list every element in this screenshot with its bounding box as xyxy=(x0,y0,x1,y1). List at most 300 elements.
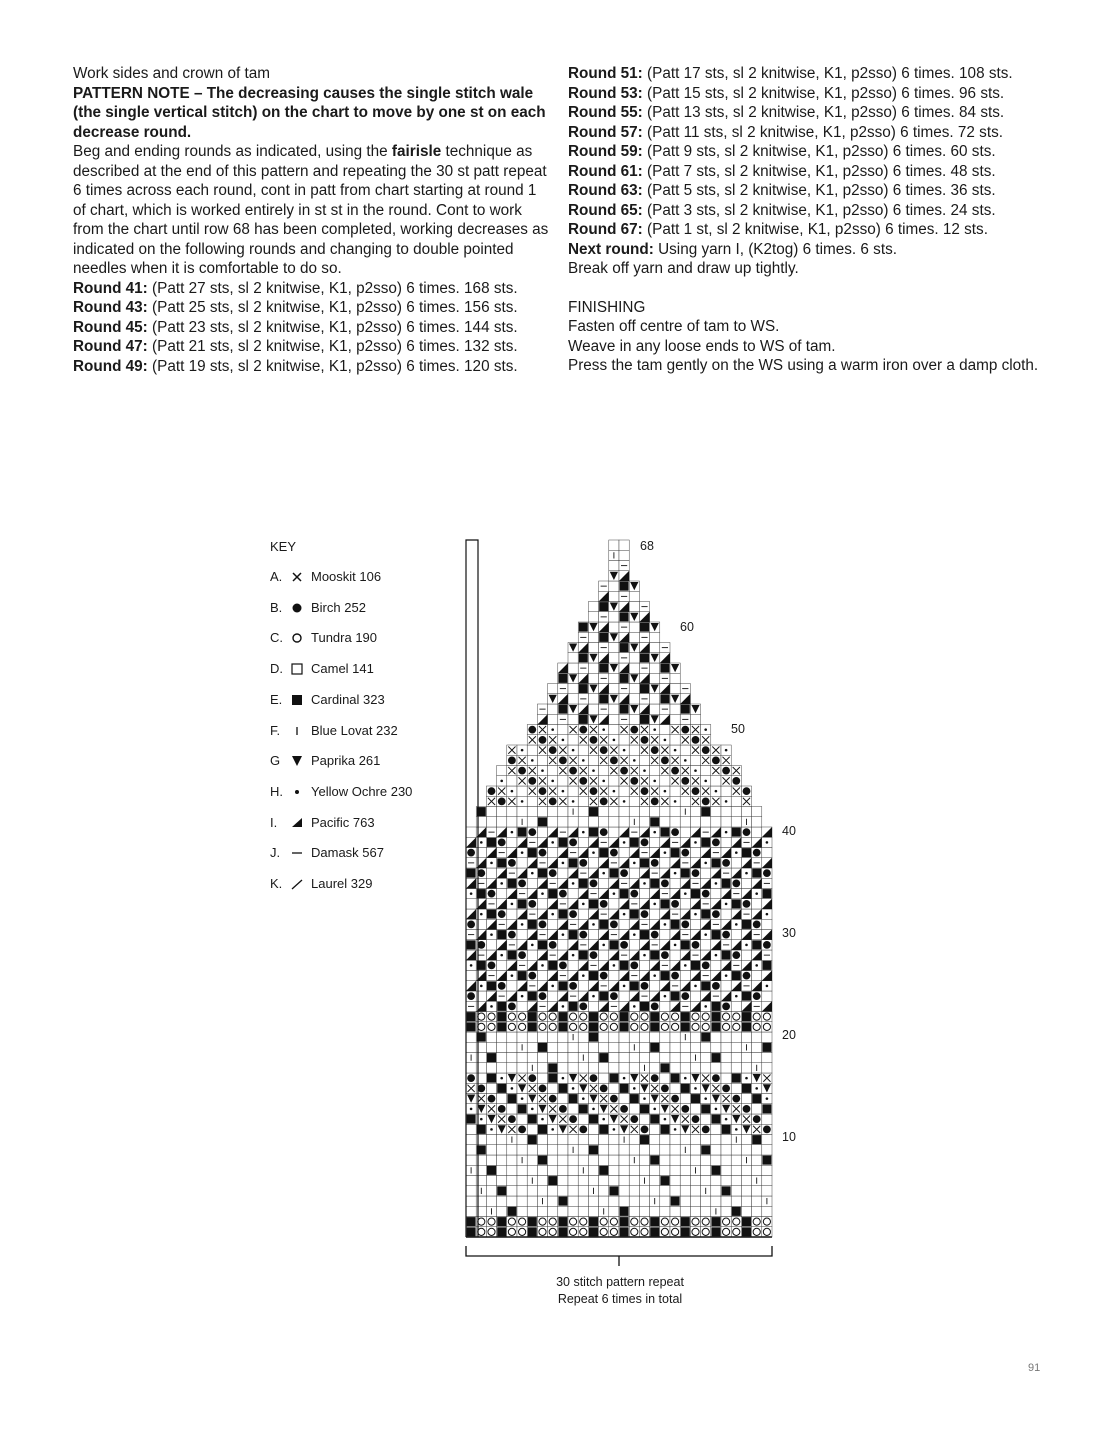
chart-cell xyxy=(588,612,598,622)
chart-stitch-dot xyxy=(766,985,769,988)
chart-stitch-filled-circle xyxy=(590,879,598,887)
chart-stitch-filled-square xyxy=(660,828,669,837)
chart-stitch-filled-square xyxy=(752,940,761,949)
chart-stitch-filled-circle xyxy=(692,941,700,949)
chart-stitch-dot xyxy=(704,1097,707,1100)
chart-stitch-filled-square xyxy=(579,879,588,888)
chart-cell xyxy=(701,868,711,878)
chart-cell xyxy=(762,1206,772,1216)
chart-cell xyxy=(670,1186,680,1196)
chart-stitch-dot xyxy=(500,1077,503,1080)
chart-cell xyxy=(680,1042,690,1052)
chart-stitch-filled-circle xyxy=(498,1105,506,1113)
chart-stitch-dot xyxy=(715,954,718,957)
chart-cell xyxy=(527,796,537,806)
row-number-68: 68 xyxy=(640,539,654,553)
chart-cell xyxy=(762,1176,772,1186)
chart-stitch-filled-circle xyxy=(498,982,506,990)
chart-stitch-filled-square xyxy=(599,602,608,611)
chart-stitch-filled-square xyxy=(711,930,720,939)
chart-cell xyxy=(599,807,609,817)
chart-stitch-filled-square xyxy=(752,1094,761,1103)
key-yarn-name: Birch 252 xyxy=(311,599,366,615)
chart-stitch-filled-circle xyxy=(702,797,710,805)
chart-stitch-filled-square xyxy=(507,1094,516,1103)
chart-cell xyxy=(701,1206,711,1216)
chart-stitch-dot xyxy=(725,831,728,834)
chart-stitch-dot xyxy=(470,964,473,967)
chart-cell xyxy=(527,1042,537,1052)
chart-cell xyxy=(609,581,619,591)
chart-stitch-dot xyxy=(643,954,646,957)
chart-stitch-filled-square xyxy=(660,1063,669,1072)
chart-cell xyxy=(741,1165,751,1175)
key-yarn-name: Pacific 763 xyxy=(311,814,375,830)
chart-stitch-dot xyxy=(541,964,544,967)
chart-stitch-filled-circle xyxy=(569,910,577,918)
chart-stitch-filled-circle xyxy=(763,941,771,949)
chart-stitch-filled-square xyxy=(497,1002,506,1011)
chart-cell xyxy=(599,1145,609,1155)
chart-stitch-filled-circle xyxy=(702,1125,710,1133)
chart-cell xyxy=(680,1196,690,1206)
chart-cell xyxy=(701,1053,711,1063)
chart-stitch-filled-circle xyxy=(559,1105,567,1113)
chart-cell xyxy=(731,858,741,868)
chart-cell xyxy=(466,1206,476,1216)
pattern-note: PATTERN NOTE – The decreasing causes the single stitch wale (the single vertical stitch) on the chart to move by one st on each decrease round. xyxy=(73,84,546,141)
chart-cell xyxy=(609,591,619,601)
chart-cell xyxy=(670,684,680,694)
chart-cell xyxy=(690,1135,700,1145)
chart-stitch-filled-circle xyxy=(651,859,659,867)
chart-cell xyxy=(517,930,527,940)
chart-stitch-filled-circle xyxy=(508,859,516,867)
key-letter: B. xyxy=(270,599,283,615)
chart-cell xyxy=(629,684,639,694)
chart-stitch-filled-circle xyxy=(610,992,618,1000)
chart-cell xyxy=(650,704,660,714)
chart-stitch-dot xyxy=(551,841,554,844)
round-label: Round 65: xyxy=(568,201,643,219)
chart-cell xyxy=(548,1053,558,1063)
chart-stitch-filled-square xyxy=(589,828,598,837)
chart-stitch-dot xyxy=(735,1128,738,1131)
chart-cell xyxy=(548,1155,558,1165)
chart-cell xyxy=(660,1053,670,1063)
chart-cell xyxy=(537,1135,547,1145)
chart-cell xyxy=(558,1032,568,1042)
chart-stitch-filled-square xyxy=(497,1084,506,1093)
chart-stitch-dot xyxy=(592,923,595,926)
chart-stitch-filled-square xyxy=(589,807,598,816)
chart-cell xyxy=(466,1155,476,1165)
chart-stitch-dot xyxy=(704,780,707,783)
chart-cell xyxy=(650,1145,660,1155)
chart-stitch-dot xyxy=(551,1128,554,1131)
chart-cell xyxy=(568,1104,578,1114)
chart-cell xyxy=(507,1145,517,1155)
chart-stitch-filled-circle xyxy=(610,1095,618,1103)
chart-cell xyxy=(558,1186,568,1196)
round-text: (Patt 1 st, sl 2 knitwise, K1, p2sso) 6 times. 12 sts. xyxy=(642,221,988,238)
chart-cell xyxy=(507,981,517,991)
chart-cell xyxy=(650,1053,660,1063)
section-heading: Work sides and crown of tam xyxy=(73,65,270,82)
chart-stitch-filled-square xyxy=(569,930,578,939)
chart-cell xyxy=(568,653,578,663)
chart-stitch-filled-circle xyxy=(661,951,669,959)
chart-stitch-dot xyxy=(623,800,626,803)
chart-cell xyxy=(741,1186,751,1196)
chart-stitch-filled-square xyxy=(620,1227,629,1236)
chart-cell xyxy=(609,1145,619,1155)
chart-stitch-dot xyxy=(531,759,534,762)
chart-cell xyxy=(609,1196,619,1206)
chart-cell xyxy=(609,817,619,827)
chart-cell xyxy=(548,1145,558,1155)
chart-cell xyxy=(588,755,598,765)
chart-cell xyxy=(568,1135,578,1145)
round-label: Round 49: xyxy=(73,357,148,375)
round-label: Round 41: xyxy=(73,279,148,297)
chart-stitch-filled-square xyxy=(752,1135,761,1144)
chart-cell xyxy=(690,1104,700,1114)
chart-cell xyxy=(721,786,731,796)
chart-stitch-filled-circle xyxy=(579,726,587,734)
chart-cell xyxy=(629,591,639,601)
chart-cell xyxy=(568,1155,578,1165)
chart-cell xyxy=(548,1206,558,1216)
chart-stitch-dot xyxy=(602,728,605,731)
chart-cell xyxy=(690,1063,700,1073)
chart-cell xyxy=(527,1053,537,1063)
chart-cell xyxy=(497,1145,507,1155)
chart-stitch-filled-square xyxy=(558,1022,567,1031)
chart-stitch-filled-square xyxy=(558,1217,567,1226)
chart-stitch-filled-square xyxy=(701,981,710,990)
chart-cell xyxy=(568,1196,578,1206)
chart-stitch-filled-circle xyxy=(641,787,649,795)
chart-cell xyxy=(711,1124,721,1134)
chart-cell xyxy=(568,1206,578,1216)
chart-cell xyxy=(639,1155,649,1165)
chart-stitch-filled-square xyxy=(701,1145,710,1154)
chart-stitch-dot xyxy=(755,964,758,967)
chart-cell xyxy=(568,1053,578,1063)
chart-stitch-filled-square xyxy=(620,612,629,621)
chart-stitch-filled-square xyxy=(650,1227,659,1236)
chart-cell xyxy=(527,807,537,817)
chart-stitch-filled-circle xyxy=(763,1125,771,1133)
chart-stitch-filled-square xyxy=(711,1012,720,1021)
chart-stitch-dot xyxy=(704,1005,707,1008)
chart-stitch-filled-circle xyxy=(712,838,720,846)
chart-cell xyxy=(639,1186,649,1196)
chart-cell xyxy=(527,1124,537,1134)
chart-cell xyxy=(619,1165,629,1175)
round-label: Round 59: xyxy=(568,143,643,160)
chart-stitch-filled-circle xyxy=(722,767,730,775)
chart-cell xyxy=(701,1114,711,1124)
chart-stitch-dot xyxy=(653,831,656,834)
chart-stitch-dot xyxy=(602,780,605,783)
chart-cell xyxy=(527,745,537,755)
chart-stitch-dot xyxy=(592,851,595,854)
chart-stitch-dot xyxy=(715,1108,718,1111)
chart-cell xyxy=(639,1032,649,1042)
chart-cell xyxy=(527,1145,537,1155)
chart-stitch-filled-square xyxy=(620,674,629,683)
chart-cell xyxy=(701,1042,711,1052)
chart-cell xyxy=(639,1042,649,1052)
chart-stitch-filled-circle xyxy=(559,890,567,898)
chart-stitch-filled-circle xyxy=(508,1115,516,1123)
chart-stitch-filled-circle xyxy=(579,931,587,939)
chart-cell xyxy=(650,1176,660,1186)
chart-cell xyxy=(690,848,700,858)
chart-cell xyxy=(558,1094,568,1104)
chart-stitch-dot xyxy=(572,749,575,752)
chart-cell xyxy=(537,807,547,817)
chart-cell xyxy=(517,1001,527,1011)
chart-stitch-filled-circle xyxy=(488,787,496,795)
chart-cell xyxy=(752,1042,762,1052)
chart-cell xyxy=(701,766,711,776)
chart-cell xyxy=(629,1032,639,1042)
chart-cell xyxy=(619,817,629,827)
chart-stitch-filled-square xyxy=(650,1043,659,1052)
chart-cell xyxy=(588,602,598,612)
chart-cell xyxy=(690,817,700,827)
chart-stitch-dot xyxy=(572,1087,575,1090)
chart-stitch-filled-square xyxy=(660,971,669,980)
chart-cell xyxy=(690,1186,700,1196)
chart-stitch-filled-circle xyxy=(498,797,506,805)
chart-cell xyxy=(558,725,568,735)
chart-stitch-filled-square xyxy=(630,910,639,919)
chart-cell xyxy=(609,827,619,837)
chart-cell xyxy=(629,1206,639,1216)
chart-cell xyxy=(690,755,700,765)
chart-stitch-filled-square xyxy=(620,1022,629,1031)
chart-cell xyxy=(701,1063,711,1073)
chart-cell xyxy=(680,745,690,755)
chart-cell xyxy=(548,991,558,1001)
chart-cell xyxy=(762,848,772,858)
chart-stitch-dot xyxy=(531,872,534,875)
chart-cell xyxy=(711,807,721,817)
chart-stitch-filled-circle xyxy=(528,726,536,734)
chart-stitch-filled-square xyxy=(762,889,771,898)
chart-cell xyxy=(629,1053,639,1063)
chart-stitch-dot xyxy=(562,1077,565,1080)
chart-cell xyxy=(588,1053,598,1063)
chart-cell xyxy=(588,1135,598,1145)
chart-cell xyxy=(731,817,741,827)
chart-stitch-filled-square xyxy=(609,869,618,878)
chart-stitch-filled-square xyxy=(579,715,588,724)
chart-stitch-filled-circle xyxy=(671,767,679,775)
chart-cell xyxy=(629,1135,639,1145)
chart-cell xyxy=(609,1063,619,1073)
chart-cell xyxy=(599,1135,609,1145)
round-text: (Patt 15 sts, sl 2 knitwise, K1, p2sso) 6 times. 96 sts. xyxy=(642,84,1005,102)
chart-stitch-filled-square xyxy=(589,1227,598,1236)
chart-cell xyxy=(690,714,700,724)
chart-stitch-dot xyxy=(694,913,697,916)
chart-cell xyxy=(670,673,680,683)
chart-cell xyxy=(507,1104,517,1114)
chart-stitch-filled-square xyxy=(528,992,537,1001)
chart-stitch-filled-square xyxy=(691,961,700,970)
chart-cell xyxy=(517,1053,527,1063)
key-letter: J. xyxy=(270,845,281,861)
chart-cell xyxy=(752,1196,762,1206)
chart-cell xyxy=(650,1186,660,1196)
chart-cell xyxy=(537,1063,547,1073)
chart-stitch-dot xyxy=(653,780,656,783)
chart-cell xyxy=(660,1186,670,1196)
chart-cell xyxy=(670,1165,680,1175)
chart-cell xyxy=(609,1176,619,1186)
chart-cell xyxy=(629,1063,639,1073)
chart-cell xyxy=(588,632,598,642)
chart-stitch-dot xyxy=(562,790,565,793)
chart-cell xyxy=(497,1094,507,1104)
chart-cell xyxy=(660,1135,670,1145)
chart-cell xyxy=(609,673,619,683)
chart-stitch-filled-square xyxy=(681,940,690,949)
chart-cell xyxy=(660,1001,670,1011)
chart-stitch-filled-square xyxy=(548,1063,557,1072)
chart-stitch-filled-square xyxy=(701,807,710,816)
chart-cell xyxy=(507,909,517,919)
chart-cell xyxy=(680,1053,690,1063)
chart-cell xyxy=(731,1053,741,1063)
chart-stitch-dot xyxy=(745,944,748,947)
chart-stitch-filled-square xyxy=(671,992,680,1001)
chart-stitch-dot xyxy=(674,872,677,875)
chart-cell xyxy=(507,817,517,827)
chart-stitch-filled-square xyxy=(589,971,598,980)
key-yarn-name: Damask 567 xyxy=(311,845,384,861)
chart-cell xyxy=(701,1176,711,1186)
chart-cell xyxy=(588,930,598,940)
chart-cell xyxy=(517,1176,527,1186)
key-yarn-name: Paprika 261 xyxy=(311,753,381,769)
chart-cell xyxy=(660,858,670,868)
finishing-line: Press the tam gently on the WS using a warm iron over a damp cloth. xyxy=(568,357,1039,374)
chart-cell xyxy=(629,602,639,612)
chart-stitch-dot xyxy=(623,985,626,988)
chart-stitch-filled-circle xyxy=(743,1105,751,1113)
chart-stitch-filled-circle xyxy=(620,767,628,775)
chart-stitch-dot xyxy=(551,780,554,783)
chart-cell xyxy=(711,1032,721,1042)
chart-cell xyxy=(721,1176,731,1186)
chart-stitch-filled-circle xyxy=(539,849,547,857)
chart-stitch-filled-circle xyxy=(590,787,598,795)
chart-cell xyxy=(568,735,578,745)
chart-cell xyxy=(731,1155,741,1165)
chart-stitch-dot xyxy=(572,800,575,803)
chart-cell xyxy=(568,786,578,796)
chart-stitch-filled-circle xyxy=(600,1084,608,1092)
chart-cell xyxy=(660,1145,670,1155)
chart-stitch-filled-square xyxy=(579,653,588,662)
chart-cell xyxy=(588,1001,598,1011)
chart-stitch-dot xyxy=(490,1005,493,1008)
chart-cell xyxy=(650,694,660,704)
chart-stitch-filled-circle xyxy=(661,879,669,887)
chart-stitch-filled-square xyxy=(589,1012,598,1021)
chart-stitch-dot xyxy=(745,872,748,875)
chart-cell xyxy=(588,858,598,868)
chart-cell xyxy=(558,817,568,827)
chart-cell xyxy=(548,807,558,817)
chart-cell xyxy=(548,714,558,724)
chart-stitch-dot xyxy=(725,749,728,752)
chart-cell xyxy=(619,540,629,550)
page-number: 91 xyxy=(1028,1362,1041,1374)
chart-stitch-filled-square xyxy=(681,869,690,878)
chart-stitch-filled-circle xyxy=(651,1002,659,1010)
chart-stitch-dot xyxy=(490,862,493,865)
chart-cell xyxy=(629,868,639,878)
chart-cell xyxy=(721,981,731,991)
chart-cell xyxy=(599,1155,609,1165)
chart-stitch-filled-circle xyxy=(528,972,536,980)
chart-cell xyxy=(731,1042,741,1052)
chart-cell xyxy=(558,1155,568,1165)
chart-cell xyxy=(660,817,670,827)
chart-cell xyxy=(588,1196,598,1206)
chart-stitch-dot xyxy=(521,1097,524,1100)
chart-stitch-filled-circle xyxy=(549,941,557,949)
chart-stitch-filled-circle xyxy=(692,1115,700,1123)
chart-stitch-filled-square xyxy=(711,1217,720,1226)
chart-stitch-filled-square xyxy=(711,1053,720,1062)
chart-cell xyxy=(609,1053,619,1063)
key-letter: F. xyxy=(270,722,281,738)
chart-stitch-filled-circle xyxy=(712,756,720,764)
chart-stitch-filled-square xyxy=(599,920,608,929)
chart-cell xyxy=(670,1032,680,1042)
chart-cell xyxy=(741,807,751,817)
chart-stitch-filled-square xyxy=(701,1104,710,1113)
chart-cell xyxy=(486,868,496,878)
chart-cell xyxy=(629,1176,639,1186)
chart-cell xyxy=(537,1073,547,1083)
chart-stitch-dot xyxy=(623,749,626,752)
chart-stitch-dot xyxy=(704,933,707,936)
chart-stitch-filled-square xyxy=(711,1227,720,1236)
chart-cell xyxy=(486,807,496,817)
chart-stitch-filled-square xyxy=(701,1033,710,1042)
chart-stitch-filled-square xyxy=(548,889,557,898)
chart-cell xyxy=(639,960,649,970)
round-label: Round 45: xyxy=(73,318,148,336)
row-number-30: 30 xyxy=(782,926,796,940)
chart-cell xyxy=(497,960,507,970)
chart-cell xyxy=(690,991,700,1001)
chart-stitch-filled-square xyxy=(650,1115,659,1124)
chart-cell xyxy=(619,550,629,560)
chart-stitch-dot xyxy=(480,985,483,988)
chart-stitch-filled-square xyxy=(671,848,680,857)
chart-stitch-filled-circle xyxy=(467,1074,475,1082)
